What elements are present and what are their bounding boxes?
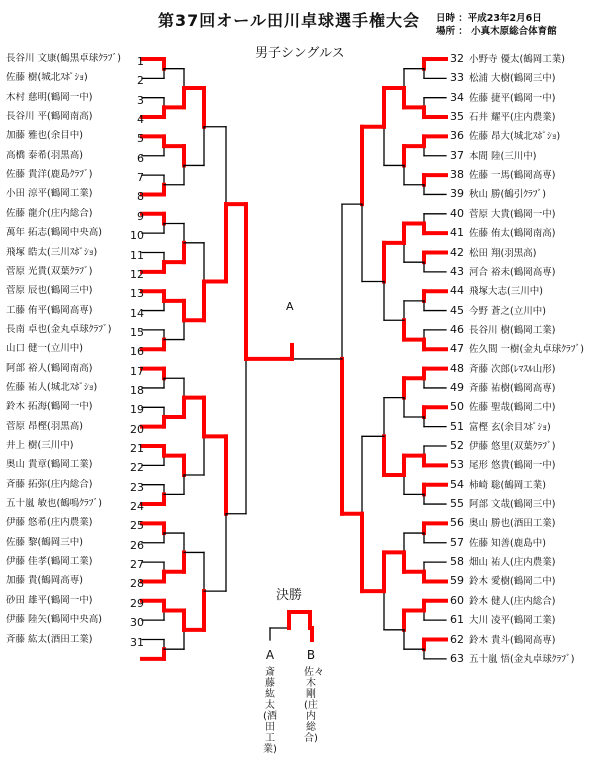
right-player-row: [450, 479, 546, 492]
left-player-row: [6, 247, 146, 263]
player-seed-number: 27: [130, 558, 144, 572]
left-player-row: [6, 92, 146, 108]
player-seed-number: 54: [450, 477, 464, 491]
player-seed-number: 41: [450, 226, 464, 240]
right-player-row: [450, 130, 560, 143]
player-seed-number: 29: [130, 596, 144, 610]
player-name: 奥山 貴章(鶴岡工業): [6, 459, 93, 471]
player-name: 尾形 悠貴(鶴岡一中): [466, 460, 556, 472]
right-player-row: [450, 556, 555, 569]
player-name: 佐藤 一馬(鶴岡高専): [466, 170, 556, 182]
player-seed-number: 40: [450, 206, 464, 220]
finalist-a-name: 斎藤 紘太(酒田工業): [263, 667, 277, 755]
player-name: 伊藤 佳孝(鶴岡工業): [6, 556, 93, 568]
right-player-row: [450, 188, 546, 201]
left-player-row: [6, 575, 146, 591]
player-name: 工藤 侑平(鶴岡高専): [6, 304, 93, 316]
player-seed-number: 62: [450, 632, 464, 646]
left-player-row: [6, 227, 146, 243]
player-name: 長谷川 文康(鶴黒卓球ｸﾗﾌﾞ): [6, 53, 121, 64]
player-seed-number: 31: [130, 635, 144, 649]
player-seed-number: 33: [450, 71, 464, 85]
player-seed-number: 63: [450, 651, 464, 665]
player-seed-number: 8: [137, 190, 144, 204]
player-name: 菅原 大貴(鶴岡一中): [466, 208, 556, 220]
player-name: 佐久間 一樹(金丸卓球ｸﾗﾌﾞ): [466, 344, 584, 356]
player-seed-number: 5: [137, 132, 144, 146]
player-name: 鈴木 貴斗(鶴岡高専): [466, 634, 556, 646]
player-name: 菅原 昂樫(羽黒高): [6, 420, 83, 432]
player-seed-number: 37: [450, 148, 464, 162]
player-seed-number: 43: [450, 264, 464, 278]
left-player-row: [6, 479, 146, 495]
player-name: 山口 健一(立川中): [6, 343, 83, 355]
left-player-row: [6, 517, 146, 533]
player-seed-number: 32: [450, 52, 464, 65]
player-name: 佐藤 樹(城北ｽﾎﾟｼｮ): [6, 72, 88, 84]
player-seed-number: 17: [130, 364, 144, 378]
right-player-row: [450, 575, 555, 588]
player-seed-number: 19: [130, 403, 144, 417]
player-seed-number: 7: [137, 171, 144, 185]
player-seed-number: 58: [450, 555, 464, 569]
left-player-row: [6, 169, 146, 185]
player-name: 畑山 祐人(庄内農業): [466, 557, 556, 569]
player-seed-number: 52: [450, 439, 464, 452]
right-player-row: [450, 517, 555, 530]
left-player-row: [6, 401, 146, 417]
player-seed-number: 10: [130, 229, 144, 243]
player-name: 斉藤 拓弥(庄内総合): [6, 478, 93, 490]
player-name: 奥山 勝也(酒田工業): [466, 518, 556, 530]
right-player-row: [450, 72, 555, 85]
right-player-row: [450, 150, 536, 163]
event-venue: 場所 ： 小真木原総合体育館: [436, 26, 557, 37]
right-player-row: [450, 343, 584, 356]
player-seed-number: 1: [137, 55, 144, 68]
right-player-row: [450, 53, 565, 66]
player-seed-number: 50: [450, 400, 464, 414]
right-player-row: [450, 363, 555, 376]
player-name: 河合 裕未(鶴岡高専): [466, 266, 556, 278]
player-name: 五十嵐 悟(金丸卓球ｸﾗﾌﾞ): [466, 653, 575, 665]
right-player-row: [450, 266, 555, 279]
player-name: 斉藤 次郎(ﾚﾏｽﾙ山形): [466, 363, 556, 375]
player-name: 小野寺 優太(鶴岡工業): [466, 54, 565, 65]
left-player-row: [6, 266, 146, 282]
player-seed-number: 56: [450, 516, 464, 530]
player-seed-number: 24: [130, 500, 144, 514]
left-player-row: [6, 53, 146, 69]
player-name: 富樫 玄(余目ｽﾎﾟｼｮ): [466, 421, 551, 433]
player-name: 佐藤 貴洋(鹿島ｸﾗﾌﾞ): [6, 169, 93, 181]
player-name: 飛塚 皓太(三川ｽﾎﾟｼｮ): [6, 246, 98, 258]
player-name: 伊藤 陸矢(鶴岡中央高): [6, 614, 102, 626]
player-seed-number: 14: [130, 306, 144, 320]
player-seed-number: 38: [450, 168, 464, 182]
player-seed-number: 20: [130, 422, 144, 436]
player-seed-number: 44: [450, 284, 464, 298]
right-player-row: [450, 440, 555, 453]
left-player-row: [6, 72, 146, 88]
player-seed-number: 3: [137, 93, 144, 107]
player-seed-number: 9: [137, 209, 144, 223]
player-name: 菅原 辰也(鶴岡三中): [6, 285, 93, 297]
right-player-row: [450, 595, 555, 608]
player-seed-number: 13: [130, 287, 144, 301]
player-seed-number: 53: [450, 458, 464, 472]
left-player-row: [6, 537, 146, 553]
player-name: 加藤 貴(鶴岡高専): [6, 575, 83, 587]
left-player-row: [6, 285, 146, 301]
player-name: 鈴木 健人(庄内総合): [466, 595, 556, 607]
player-seed-number: 23: [130, 480, 144, 494]
player-name: 佐藤 祐人(城北ｽﾎﾟｼｮ): [6, 381, 98, 393]
right-player-row: [450, 92, 555, 105]
player-name: 秋山 勝(鶴引ｸﾗﾌﾞ): [466, 189, 546, 201]
right-player-row: [450, 421, 551, 434]
left-player-row: [6, 459, 146, 475]
player-name: 佐藤 侑太(鶴岡南高): [466, 228, 556, 240]
left-player-row: [6, 382, 146, 398]
player-seed-number: 22: [130, 461, 144, 475]
left-player-row: [6, 440, 146, 456]
player-seed-number: 16: [130, 345, 144, 359]
player-seed-number: 2: [137, 74, 144, 88]
left-player-row: [6, 324, 146, 340]
player-seed-number: 11: [130, 248, 144, 262]
block-a-label: A: [286, 300, 294, 313]
left-player-row: [6, 595, 146, 611]
finalist-b-label: B: [306, 648, 316, 662]
left-player-row: [6, 421, 146, 437]
player-seed-number: 36: [450, 129, 464, 143]
player-name: 斉藤 紘太(酒田工業): [6, 633, 93, 645]
player-name: 本間 陸(三川中): [466, 150, 537, 162]
player-name: 石井 耀平(庄内農業): [466, 112, 556, 124]
player-seed-number: 15: [130, 325, 144, 339]
player-name: 阿部 文哉(鶴岡三中): [466, 499, 556, 511]
player-name: 鈴木 拓海(鶴岡一中): [6, 401, 93, 413]
player-name: 伊藤 悠里(双葉ｸﾗﾌﾞ): [466, 441, 556, 452]
player-seed-number: 18: [130, 383, 144, 397]
right-player-row: [450, 614, 555, 627]
player-seed-number: 35: [450, 110, 464, 124]
player-seed-number: 49: [450, 380, 464, 394]
left-player-row: [6, 188, 146, 204]
player-seed-number: 12: [130, 267, 144, 281]
finalist-a-label: A: [265, 648, 275, 662]
player-name: 加藤 雅也(余目中): [6, 130, 83, 142]
player-seed-number: 55: [450, 497, 464, 511]
player-seed-number: 51: [450, 419, 464, 433]
event-category: 男子シングルス: [255, 46, 345, 61]
final-label: 決勝: [276, 588, 303, 603]
player-name: 長谷川 樹(鶴岡工業): [466, 324, 556, 336]
left-player-row: [6, 498, 146, 514]
right-player-row: [450, 247, 536, 260]
player-name: 佐藤 知善(鹿島中): [466, 537, 546, 549]
player-name: 長谷川 平(鶴岡南高): [6, 111, 93, 123]
left-player-row: [6, 634, 146, 650]
player-name: 高橋 泰希(羽黒高): [6, 149, 83, 161]
right-player-row: [450, 227, 555, 240]
player-name: 松浦 大樹(鶴岡三中): [466, 73, 556, 85]
player-name: 砂田 雄平(鶴岡一中): [6, 594, 93, 606]
right-player-row: [450, 382, 555, 395]
player-name: 今野 蒼之(立川中): [466, 305, 546, 317]
player-seed-number: 61: [450, 613, 464, 627]
player-seed-number: 34: [450, 90, 464, 104]
left-player-row: [6, 363, 146, 379]
right-player-row: [450, 653, 574, 666]
player-seed-number: 59: [450, 574, 464, 588]
player-seed-number: 45: [450, 303, 464, 317]
right-player-row: [450, 634, 555, 647]
player-name: 飛塚大志(三川中): [466, 286, 543, 298]
player-name: 小田 涼平(鶴岡工業): [6, 188, 93, 200]
player-name: 佐藤 捷平(鶴岡一中): [466, 92, 556, 104]
right-player-row: [450, 285, 543, 298]
player-seed-number: 26: [130, 538, 144, 552]
player-name: 松田 翔(羽黒高): [466, 247, 537, 259]
player-seed-number: 25: [130, 519, 144, 533]
player-name: 佐藤 昂大(城北ｽﾎﾟｼｮ): [466, 131, 561, 143]
player-seed-number: 30: [130, 616, 144, 630]
player-name: 伊藤 悠希(庄内農業): [6, 517, 93, 529]
left-player-row: [6, 614, 146, 630]
player-seed-number: 48: [450, 361, 464, 375]
left-player-row: [6, 111, 146, 127]
player-seed-number: 42: [450, 245, 464, 259]
player-name: 佐藤 龍介(庄内総合): [6, 207, 93, 219]
player-name: 阿部 裕人(鶴岡南高): [6, 362, 93, 374]
player-name: 長南 卓也(金丸卓球ｸﾗﾌﾞ): [6, 323, 112, 335]
player-name: 萬年 拓志(鶴岡中央高): [6, 227, 102, 239]
right-player-row: [450, 305, 546, 318]
right-player-row: [450, 208, 555, 221]
right-player-row: [450, 537, 546, 550]
player-seed-number: 39: [450, 187, 464, 201]
finalist-b-name: 佐々木 剛(庄内総合): [304, 667, 324, 744]
player-seed-number: 57: [450, 535, 464, 549]
left-player-row: [6, 556, 146, 572]
player-name: 木村 慈明(鶴岡一中): [6, 91, 93, 103]
player-name: 鈴木 愛樹(鶴岡二中): [466, 576, 556, 588]
player-name: 柿崎 聡(鶴岡工業): [466, 479, 546, 491]
event-date: 日時 ：平成23年2月6日: [436, 13, 542, 24]
left-player-row: [6, 150, 146, 166]
right-player-row: [450, 401, 555, 414]
player-name: 斉藤 祐樹(鶴岡高専): [466, 382, 556, 394]
player-seed-number: 6: [137, 151, 144, 165]
right-player-row: [450, 111, 555, 124]
right-player-row: [450, 459, 555, 472]
player-name: 大川 凌平(鶴岡工業): [466, 615, 556, 627]
left-player-row: [6, 208, 146, 224]
player-name: 佐藤 聖哉(鶴岡二中): [466, 402, 556, 414]
right-player-row: [450, 169, 555, 182]
player-name: 菅原 光貴(双葉ｸﾗﾌﾞ): [6, 265, 93, 277]
player-seed-number: 60: [450, 593, 464, 607]
player-seed-number: 46: [450, 322, 464, 336]
right-player-row: [450, 324, 555, 337]
page-title: 第37回オール田川卓球選手権大会: [158, 11, 420, 30]
left-player-row: [6, 130, 146, 146]
left-player-row: [6, 305, 146, 321]
player-seed-number: 28: [130, 577, 144, 591]
player-seed-number: 21: [130, 442, 144, 455]
player-name: 佐藤 黎(鶴岡三中): [6, 536, 83, 548]
left-player-row: [6, 343, 146, 359]
player-name: 五十嵐 敏也(鶴鳴ｸﾗﾌﾞ): [6, 498, 102, 510]
right-player-row: [450, 498, 555, 511]
player-name: 井上 樹(三川中): [6, 440, 74, 451]
player-seed-number: 4: [137, 113, 144, 127]
player-seed-number: 47: [450, 342, 464, 356]
